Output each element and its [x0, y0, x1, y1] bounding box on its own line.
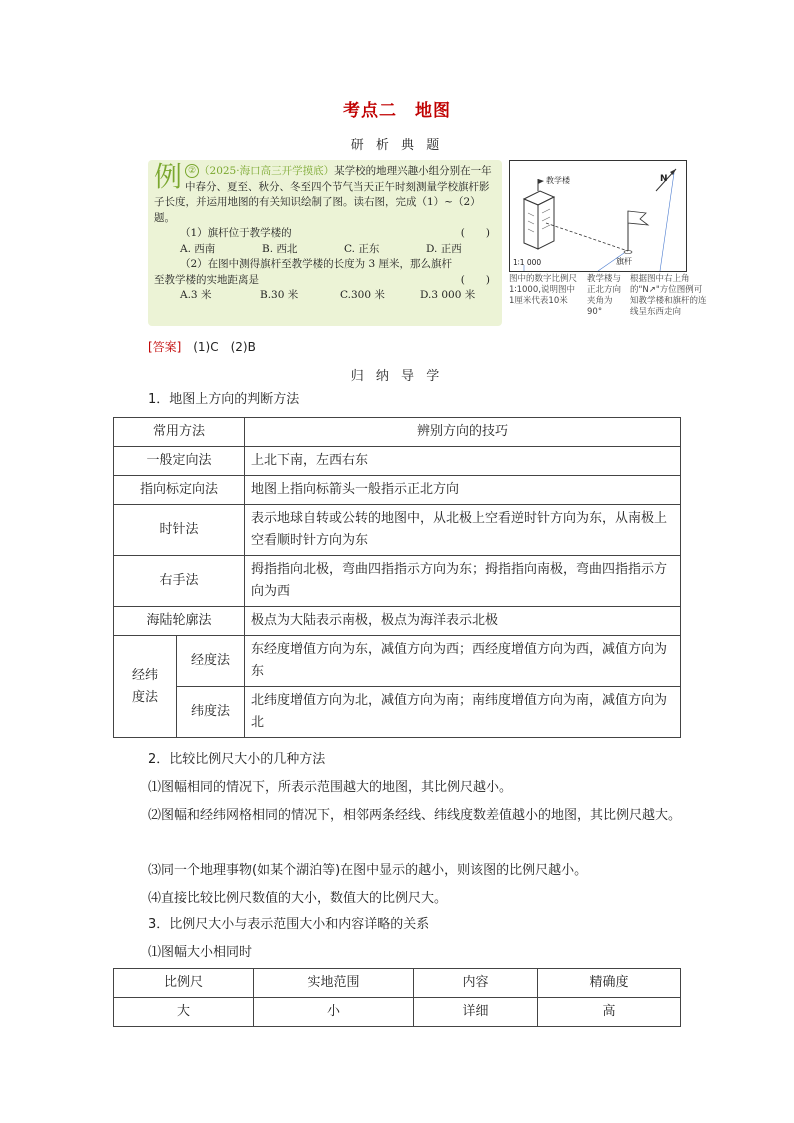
question-1-paren: ( )	[460, 227, 490, 239]
tip-cell: 北纬度增值方向为北，减值方向为南；南纬度增值方向为南，减值方向为北	[245, 687, 681, 738]
table-header-tip: 辨别方向的技巧	[245, 418, 681, 447]
table-row	[114, 607, 681, 636]
q1-option-a: A. 西南	[180, 242, 216, 255]
tip-cell: 东经度增值方向为东，减值方向为西；西经度增值方向为西，减值方向为东	[245, 636, 681, 687]
figure-note-scale: 图中的数字比例尺1∶1000,说明图中1厘米代表10米	[509, 274, 578, 306]
question-2: （2）在图中测得旗杆至教学楼的长度为 3 厘米，那么旗杆至教学楼的实地距离是	[154, 258, 453, 286]
method-cell: 指向标定向法	[114, 476, 245, 505]
scale-label: 1∶1 000	[513, 258, 542, 267]
cell-scale: 大	[114, 998, 254, 1027]
paragraph-3: ⑶同一个地理事物(如某个湖泊等)在图中显示的越小，则该图的比例尺越小。	[148, 863, 588, 878]
heading-direction-methods: 1．地图上方向的判断方法	[148, 392, 300, 407]
subheading-same-size: ⑴图幅大小相同时	[148, 945, 253, 960]
group-cell: 经纬度法	[114, 636, 177, 738]
answer-text: (1)C (2)B	[193, 340, 256, 354]
tip-cell: 极点为大陆表示南极，极点为海洋表示北极	[245, 607, 681, 636]
cell-content: 详细	[414, 998, 538, 1027]
q2-option-d: D.3 000 米	[419, 289, 476, 301]
tip-cell: 地图上指向标箭头一般指示正北方向	[245, 476, 681, 505]
example-number: ②	[185, 164, 199, 178]
answer-line	[148, 338, 256, 355]
header-range: 实地范围	[254, 969, 414, 998]
tip-cell: 表示地球自转或公转的地图中，从北极上空看逆时针方向为东，从南极上空看顺时针方向为东	[245, 505, 681, 556]
section-heading-research: 研 析 典 题	[350, 138, 444, 153]
map-drawing	[510, 161, 686, 271]
method-cell: 经度法	[177, 636, 245, 687]
q1-option-d: D. 正西	[426, 242, 462, 255]
cell-range: 小	[254, 998, 414, 1027]
table-row	[114, 476, 681, 505]
building-icon	[524, 179, 554, 249]
method-cell: 纬度法	[177, 687, 245, 738]
table-row	[114, 998, 681, 1027]
example-source: （2025·海口高三开学摸底）	[199, 165, 335, 177]
table-header-method: 常用方法	[114, 418, 245, 447]
question-2-paren: ( )	[460, 273, 490, 286]
example-mark: 例	[154, 160, 183, 193]
paragraph-1: ⑴图幅相同的情况下，所表示范围越大的地图，其比例尺越小。	[148, 780, 513, 795]
table-header-row	[114, 418, 681, 447]
method-cell: 右手法	[114, 556, 245, 607]
page-title: 考点二 地图	[343, 101, 451, 121]
q2-option-a: A.3 米	[180, 289, 212, 301]
direction-methods-table	[113, 417, 681, 738]
q1-option-b: B. 西北	[262, 242, 298, 255]
table-row	[114, 636, 681, 687]
header-content: 内容	[414, 969, 538, 998]
table-header-row	[114, 969, 681, 998]
distance-line	[546, 223, 628, 251]
scale-relation-table	[113, 968, 681, 1027]
header-precision: 精确度	[538, 969, 681, 998]
paragraph-2: ⑵图幅和经纬网格相同的情况下，相邻两条经线、纬线度数差值越小的地图，其比例尺越大。	[148, 808, 682, 823]
heading-scale-compare: 2．比较比例尺大小的几种方法	[148, 752, 326, 767]
cell-precision: 高	[538, 998, 681, 1027]
tip-cell: 拇指指向北极，弯曲四指指示方向为东；拇指指向南极，弯曲四指指示方向为西	[245, 556, 681, 607]
example-stem: 某学校的地理兴趣小组分别在一年中春分、夏至、秋分、冬至四个节气当天正午时刻测量学校旗杆影子长度，并运用地图的有关知识绘制了图。读右图，完成（1）~（2）题。	[154, 165, 492, 224]
north-label: N	[660, 174, 668, 184]
paragraph-4: ⑷直接比较比例尺数值的大小，数值大的比例尺大。	[148, 891, 448, 906]
method-cell: 时针法	[114, 505, 245, 556]
map-figure	[509, 160, 687, 272]
figure-note-angle: 教学楼与正北方向夹角为90°	[587, 274, 622, 317]
example-box	[148, 160, 502, 326]
answer-label: [答案]	[148, 340, 182, 354]
header-scale: 比例尺	[114, 969, 254, 998]
question-1: （1）旗杆位于教学楼的	[180, 227, 292, 239]
heading-scale-relation: 3．比例尺大小与表示范围大小和内容详略的关系	[148, 917, 430, 932]
q2-option-b: B.30 米	[259, 289, 299, 301]
section-heading-summary: 归 纳 导 学	[350, 369, 444, 384]
method-cell: 一般定向法	[114, 447, 245, 476]
table-row	[114, 556, 681, 607]
method-cell: 海陆轮廓法	[114, 607, 245, 636]
table-row	[114, 505, 681, 556]
figure-note-direction: 根据图中右上角的"N↗"方位图例可知教学楼和旗杆的连线呈东西走向	[630, 274, 707, 317]
flag-icon	[624, 211, 648, 254]
q2-option-c: C.300 米	[339, 289, 385, 301]
q1-option-c: C. 正东	[344, 242, 380, 255]
table-row	[114, 447, 681, 476]
tip-cell: 上北下南，左西右东	[245, 447, 681, 476]
table-row	[114, 687, 681, 738]
building-label: 教学楼	[546, 176, 570, 185]
flag-label: 旗杆	[616, 257, 632, 266]
